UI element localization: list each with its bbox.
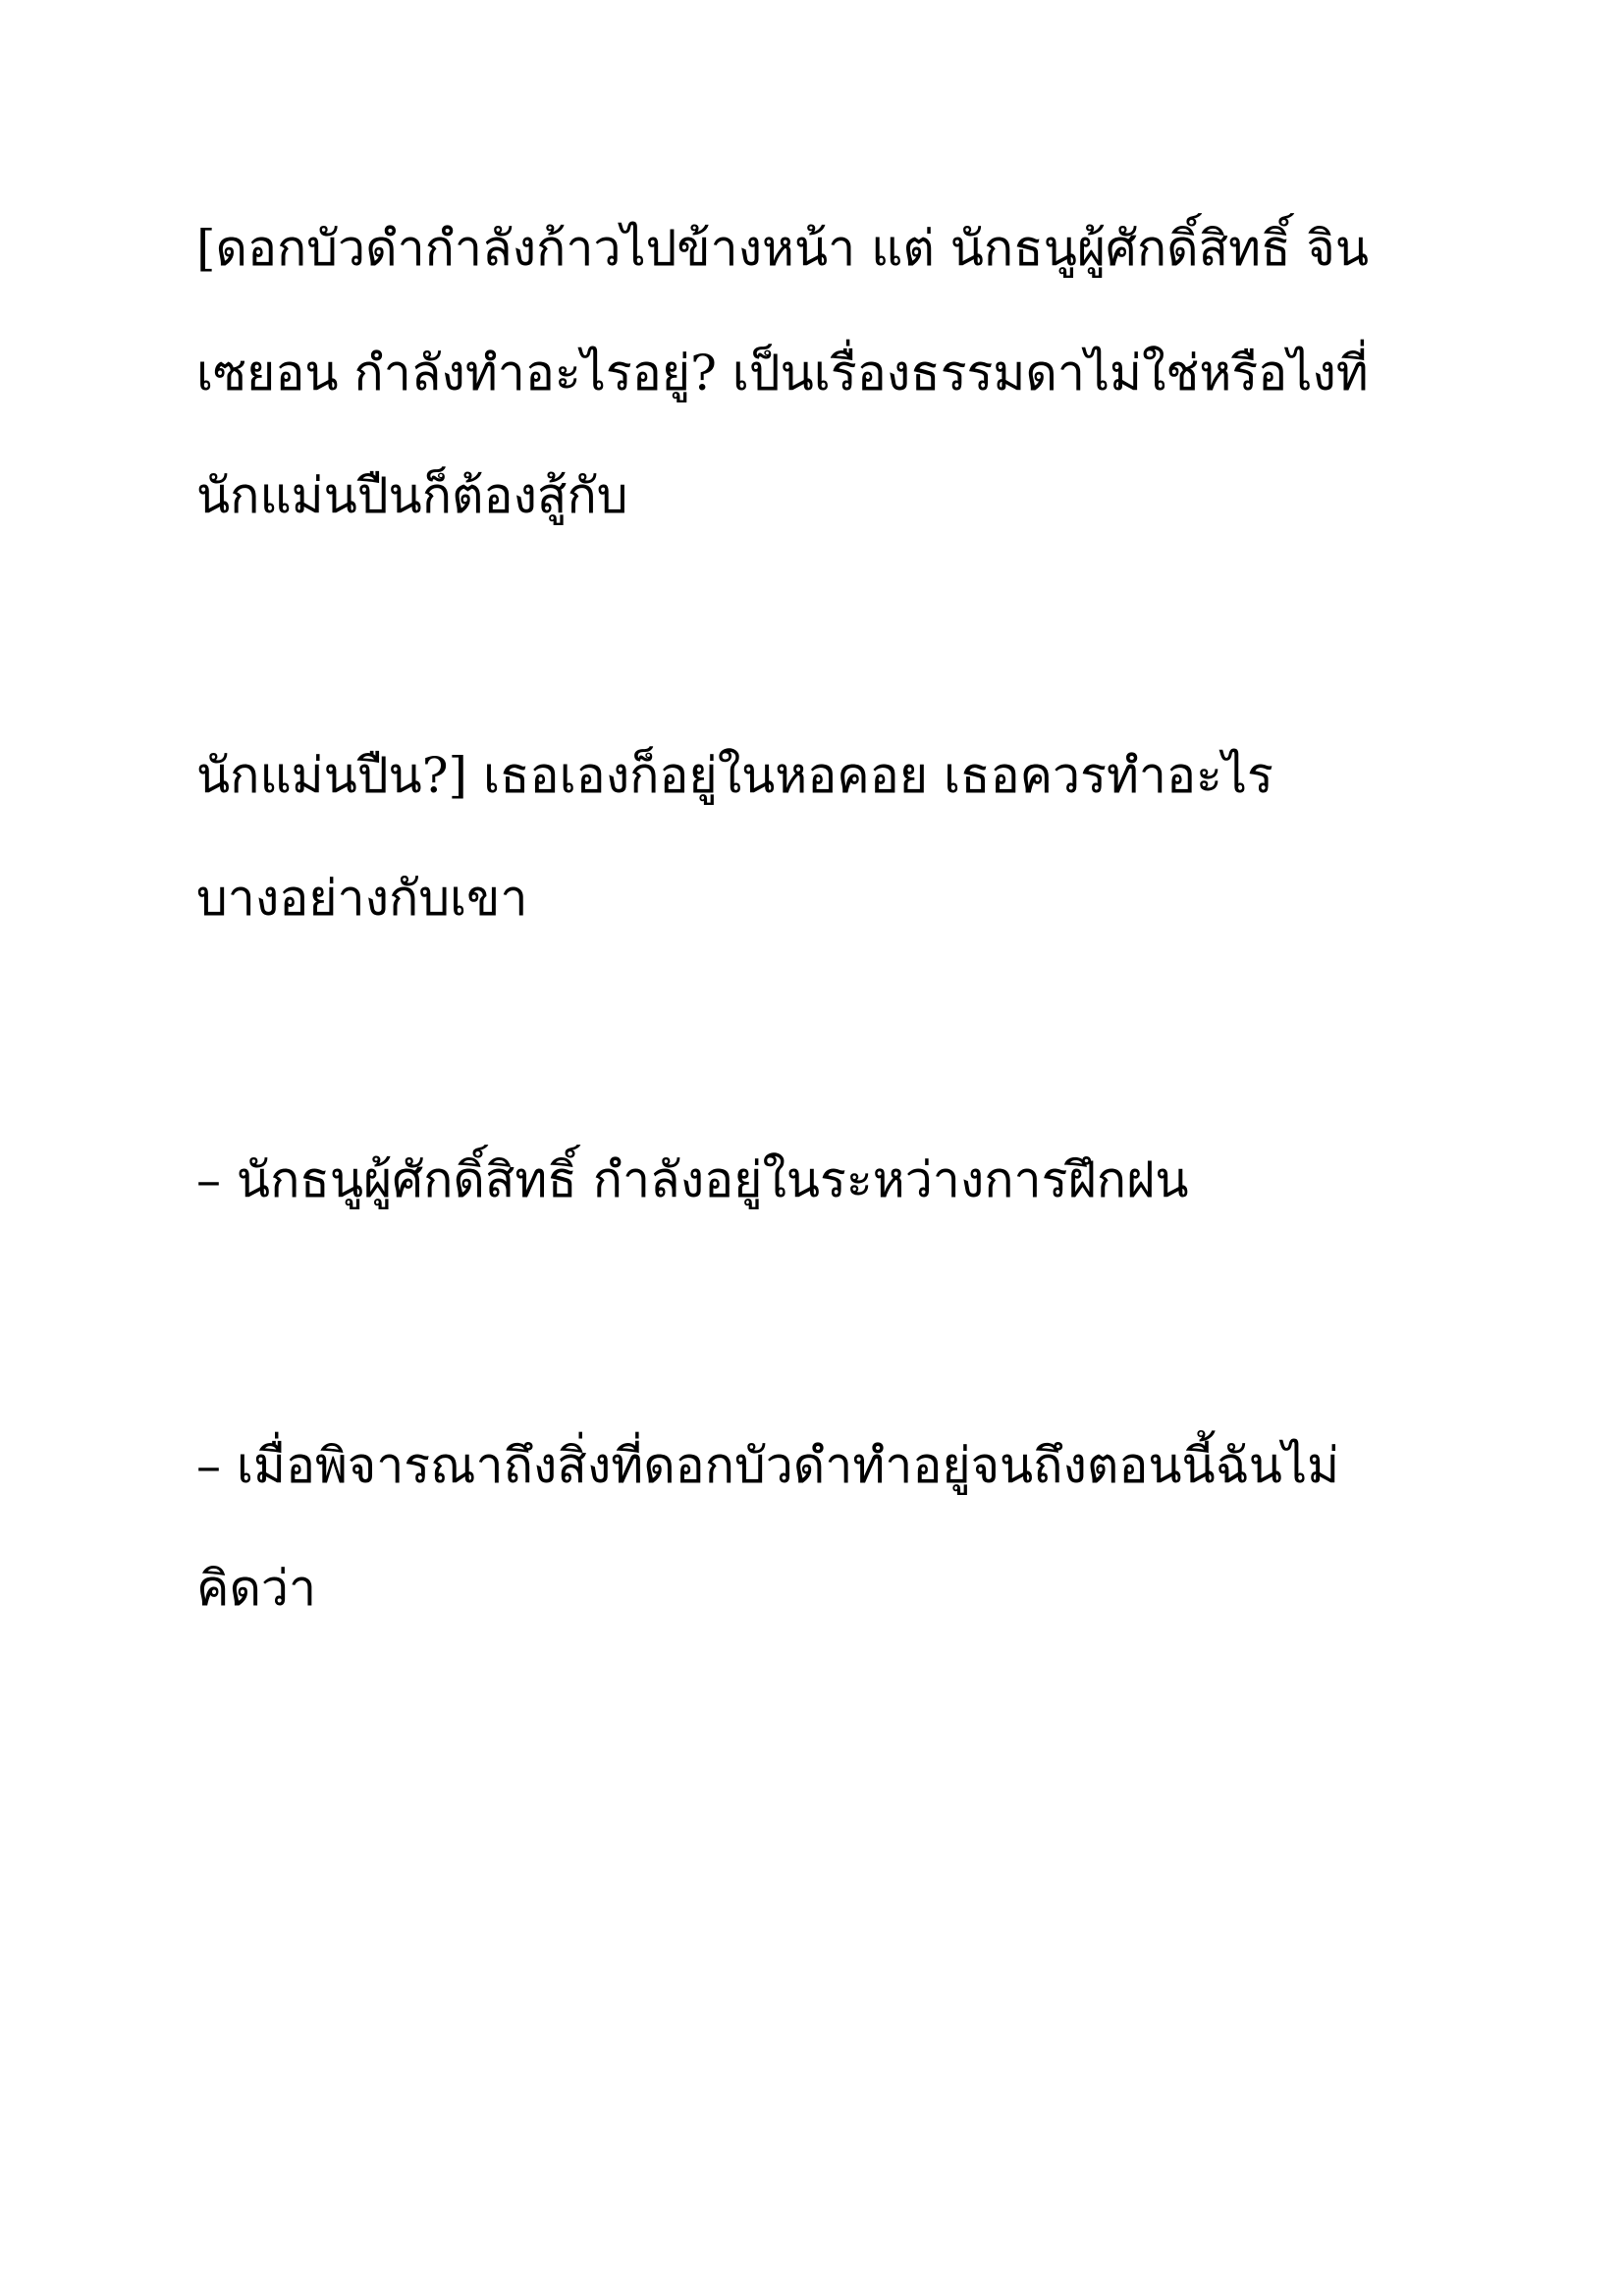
text-line: นักแม่นปืนก็ต้องสู้กับ — [196, 467, 628, 524]
text-line: นักแม่นปืน?] เธอเองก็อยู่ในหอคอย เธอควรทำอะไร — [196, 747, 1273, 804]
text-line: [ดอกบัวดำกำลังก้าวไปข้างหน้า แต่ นักธนูผู้ศักดิ์สิทธิ์ จิน — [196, 220, 1370, 277]
text-line: บางอย่างกับเขา — [196, 870, 528, 927]
text-line: – เมื่อพิจารณาถึงสิ่งที่ดอกบัวดำทำอยู่จนถึงตอนนี้ฉันไม่ — [196, 1437, 1340, 1494]
text-line: เซยอน กำลังทำอะไรอยู่? เป็นเรื่องธรรมดาไม่ใช่หรือไงที่ — [196, 345, 1369, 401]
text-line: – นักธนูผู้ศักดิ์สิทธิ์ กำลังอยู่ในระหว่างการฝึกฝน — [196, 1151, 1189, 1208]
text-line: คิดว่า — [196, 1560, 317, 1617]
